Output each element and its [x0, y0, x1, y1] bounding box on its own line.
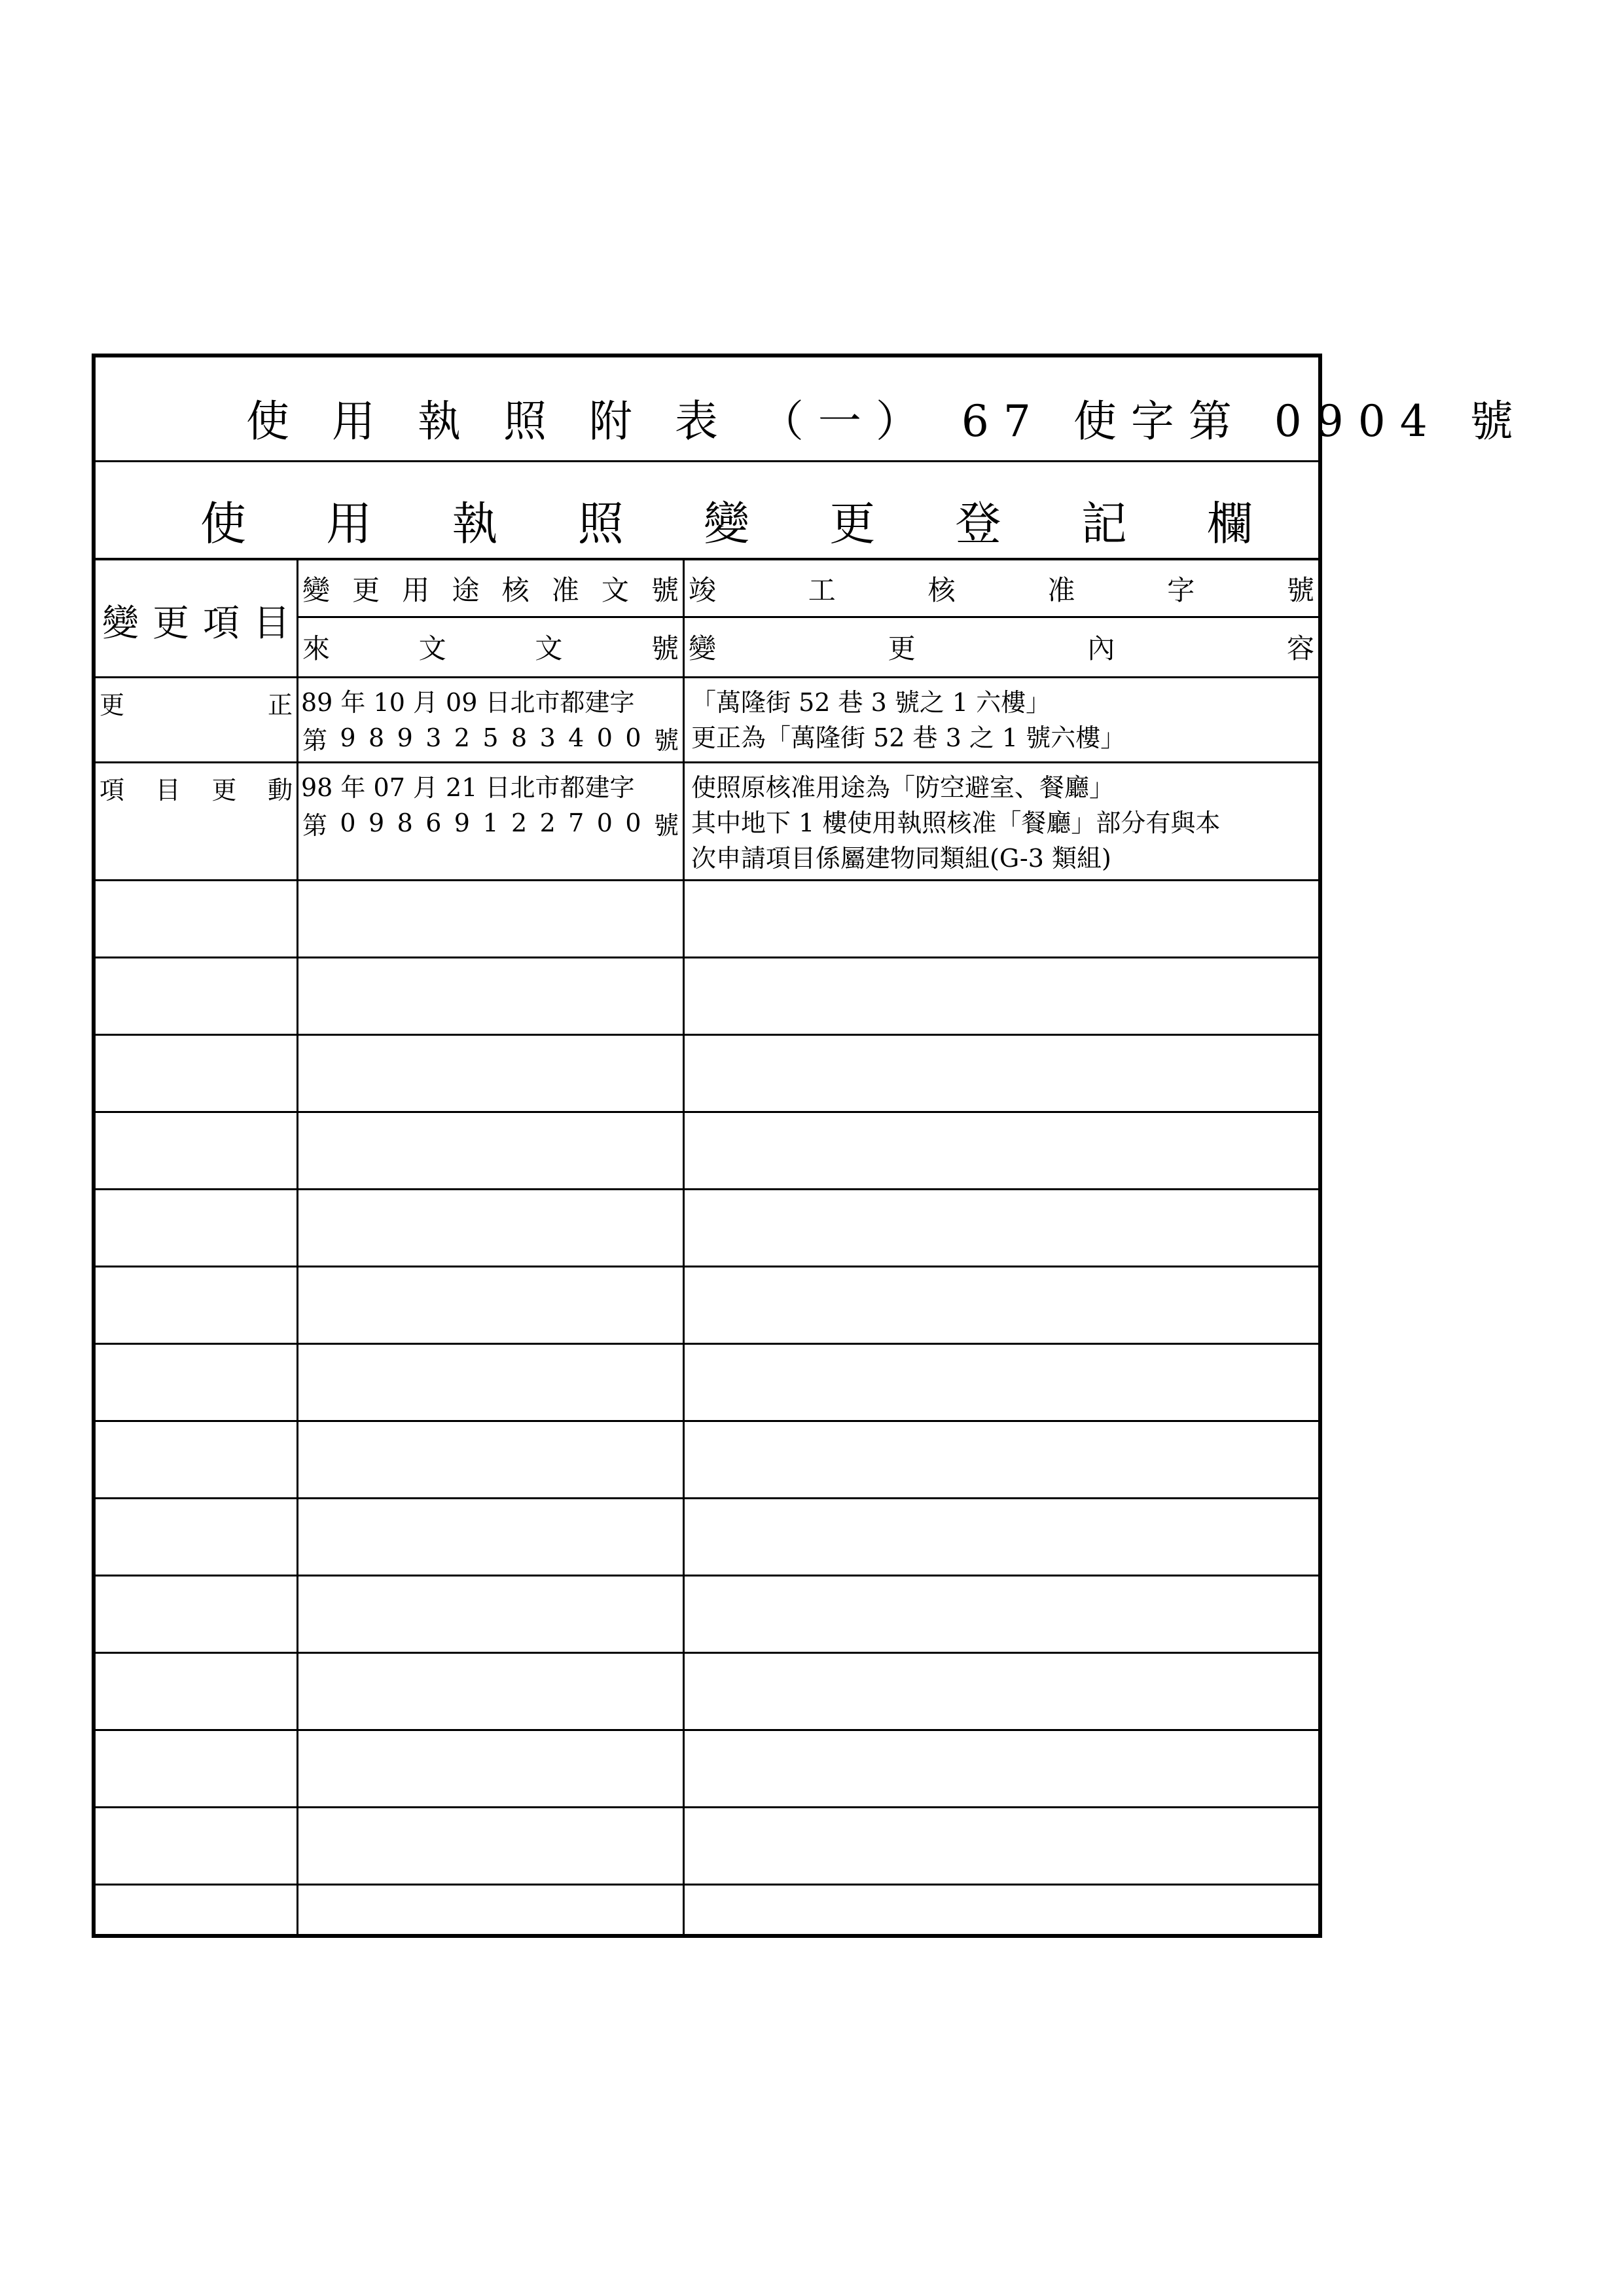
- section-title-row: [96, 462, 1318, 560]
- empty-row: [96, 1345, 1318, 1422]
- empty-row: [96, 1422, 1318, 1499]
- header-char: 容: [1286, 632, 1314, 665]
- empty-cell: [685, 1731, 1318, 1806]
- section-title-char: 欄: [1207, 497, 1253, 551]
- empty-cell: [685, 1886, 1318, 1938]
- header-change-content: [685, 560, 1318, 676]
- header-char: 變: [689, 632, 717, 665]
- row-content-line: 使照原核准用途為「防空避室、餐廳」: [691, 773, 1115, 802]
- empty-cell: [96, 1886, 298, 1938]
- doc-digit: 3: [539, 723, 556, 752]
- header-char: 核: [927, 574, 956, 606]
- empty-cell: [685, 1036, 1318, 1111]
- doc-digit: 0: [625, 809, 641, 837]
- doc-digit: 1: [482, 809, 499, 837]
- empty-cell: [298, 1267, 685, 1343]
- header-char: 文: [601, 574, 629, 606]
- empty-cell: [685, 958, 1318, 1034]
- doc-digit: 0: [596, 809, 613, 837]
- header-char: 工: [808, 574, 836, 606]
- row-item-char: 動: [267, 775, 293, 805]
- header-char: 字: [1167, 574, 1195, 606]
- empty-cell: [96, 1345, 298, 1420]
- empty-row: [96, 1576, 1318, 1654]
- empty-row: [96, 1731, 1318, 1808]
- empty-cell: [685, 1576, 1318, 1652]
- doc-digit: 8: [369, 723, 385, 752]
- empty-row: [96, 1808, 1318, 1886]
- empty-row: [96, 1113, 1318, 1190]
- doc-digit: 9: [454, 809, 470, 837]
- section-title-char: 照: [577, 497, 624, 551]
- empty-row: [96, 1190, 1318, 1267]
- empty-cell: [685, 1267, 1318, 1343]
- header-char: 項: [203, 602, 240, 645]
- row-doc-line: 89 年 10 月 09 日北市都建字: [301, 688, 635, 717]
- doc-digit: 9: [340, 723, 356, 752]
- empty-row: [96, 881, 1318, 958]
- header-change-item: [96, 560, 298, 676]
- empty-cell: [685, 1422, 1318, 1497]
- empty-cell: [685, 1345, 1318, 1420]
- empty-cell: [96, 1654, 298, 1729]
- header-char: 目: [253, 602, 290, 645]
- header-char: 更: [352, 574, 380, 606]
- doc-digit: 8: [397, 809, 413, 837]
- empty-row: [96, 958, 1318, 1036]
- table-row: [96, 678, 1318, 763]
- empty-cell: [298, 958, 685, 1034]
- section-title-char: 登: [955, 497, 1001, 551]
- section-title-char: 用: [326, 497, 372, 551]
- header-char: 變: [102, 602, 139, 645]
- empty-cell: [96, 1731, 298, 1806]
- doc-digit: 0: [596, 723, 613, 752]
- doc-digit: 9: [369, 809, 385, 837]
- empty-cell: [685, 1499, 1318, 1575]
- row-item-cell: [96, 678, 298, 761]
- empty-cell: [96, 1422, 298, 1497]
- row-content-line: 「萬隆街 52 巷 3 號之 1 六樓」: [691, 688, 1051, 717]
- doc-digit: 4: [568, 723, 584, 752]
- doc-digit: 2: [539, 809, 556, 837]
- empty-cell: [298, 1345, 685, 1420]
- header-char: 更: [888, 632, 916, 665]
- row-item-char: 更: [211, 775, 237, 805]
- section-title-char: 變: [704, 497, 749, 551]
- doc-digit: 6: [425, 809, 442, 837]
- row-content-cell: [685, 678, 1318, 761]
- doc-digit: 0: [340, 809, 356, 837]
- header-char: 核: [501, 574, 530, 606]
- empty-cell: [298, 1499, 685, 1575]
- empty-cell: [685, 1654, 1318, 1729]
- empty-row: [96, 1886, 1318, 1938]
- empty-cell: [298, 1422, 685, 1497]
- header-char: 號: [651, 574, 679, 606]
- empty-cell: [96, 1267, 298, 1343]
- empty-cell: [298, 1113, 685, 1188]
- doc-digit: 7: [568, 809, 584, 837]
- empty-cell: [96, 1036, 298, 1111]
- empty-cell: [96, 1576, 298, 1652]
- section-title-char: 使: [200, 497, 246, 551]
- header-char: 准: [1047, 574, 1075, 606]
- row-content-line: 次申請項目係屬建物同類組(G-3 類組): [691, 844, 1111, 873]
- empty-cell: [298, 1808, 685, 1884]
- empty-cell: [96, 881, 298, 957]
- header-char: 途: [452, 574, 480, 606]
- row-item-char: 正: [267, 690, 293, 720]
- empty-cell: [96, 1190, 298, 1266]
- empty-cell: [685, 1190, 1318, 1266]
- doc-digit: 9: [397, 723, 413, 752]
- row-item-char: 項: [99, 775, 125, 805]
- header-char: 號: [651, 632, 679, 665]
- empty-cell: [96, 958, 298, 1034]
- license-form: [92, 354, 1528, 1938]
- header-char: 來: [302, 632, 331, 665]
- empty-cell: [685, 881, 1318, 957]
- empty-cell: [298, 1654, 685, 1729]
- empty-cell: [298, 1576, 685, 1652]
- row-item-cell: [96, 763, 298, 879]
- header-char: 准: [551, 574, 579, 606]
- empty-cell: [298, 1036, 685, 1111]
- row-content-line: 更正為「萬隆街 52 巷 3 之 1 號六樓」: [691, 723, 1126, 752]
- header-approval-doc: [298, 560, 685, 676]
- section-title-char: 執: [452, 497, 498, 551]
- section-title: [200, 487, 1253, 553]
- empty-cell: [298, 1731, 685, 1806]
- row-doc-cell: [298, 763, 685, 879]
- empty-cell: [96, 1113, 298, 1188]
- doc-digit: 2: [511, 809, 528, 837]
- row-item-char: 目: [155, 775, 181, 805]
- section-title-char: 更: [829, 497, 876, 551]
- empty-row: [96, 1036, 1318, 1113]
- form-title: 使 用 執 照 附 表 （一） 67 使字第 0904 號: [246, 396, 1528, 446]
- row-doc-number: [298, 805, 683, 841]
- header-char: 內: [1087, 632, 1115, 665]
- row-item-char: 更: [99, 690, 125, 720]
- doc-digit: 2: [454, 723, 470, 752]
- doc-prefix: 第: [302, 811, 328, 840]
- doc-digit: 5: [482, 723, 499, 752]
- row-doc-line: 98 年 07 月 21 日北市都建字: [301, 773, 635, 802]
- empty-row: [96, 1654, 1318, 1731]
- header-char: 更: [153, 602, 189, 645]
- row-doc-number: [298, 720, 683, 756]
- empty-cell: [685, 1113, 1318, 1188]
- row-doc-cell: [298, 678, 685, 761]
- empty-cell: [96, 1499, 298, 1575]
- doc-digit: 3: [425, 723, 442, 752]
- header-char: 文: [418, 632, 446, 665]
- header-char: 變: [302, 574, 331, 606]
- empty-cell: [96, 1808, 298, 1884]
- doc-digit: 0: [625, 723, 641, 752]
- section-title-char: 記: [1081, 497, 1127, 551]
- header-char: 號: [1286, 574, 1314, 606]
- table-row: [96, 763, 1318, 881]
- row-content-line: 其中地下 1 樓使用執照核准「餐廳」部分有與本: [691, 809, 1221, 837]
- doc-suffix: 號: [653, 725, 679, 755]
- empty-cell: [685, 1808, 1318, 1884]
- header-char: 文: [535, 632, 563, 665]
- empty-cell: [298, 881, 685, 957]
- form-title-row: [96, 357, 1528, 462]
- header-char: 用: [402, 574, 430, 606]
- header-char: 竣: [689, 574, 717, 606]
- doc-prefix: 第: [302, 725, 328, 755]
- table-header: [96, 560, 1318, 678]
- empty-row: [96, 1499, 1318, 1576]
- doc-digit: 8: [511, 723, 528, 752]
- empty-cell: [298, 1886, 685, 1938]
- row-content-cell: [685, 763, 1318, 879]
- empty-cell: [298, 1190, 685, 1266]
- empty-row: [96, 1267, 1318, 1345]
- doc-suffix: 號: [653, 811, 679, 840]
